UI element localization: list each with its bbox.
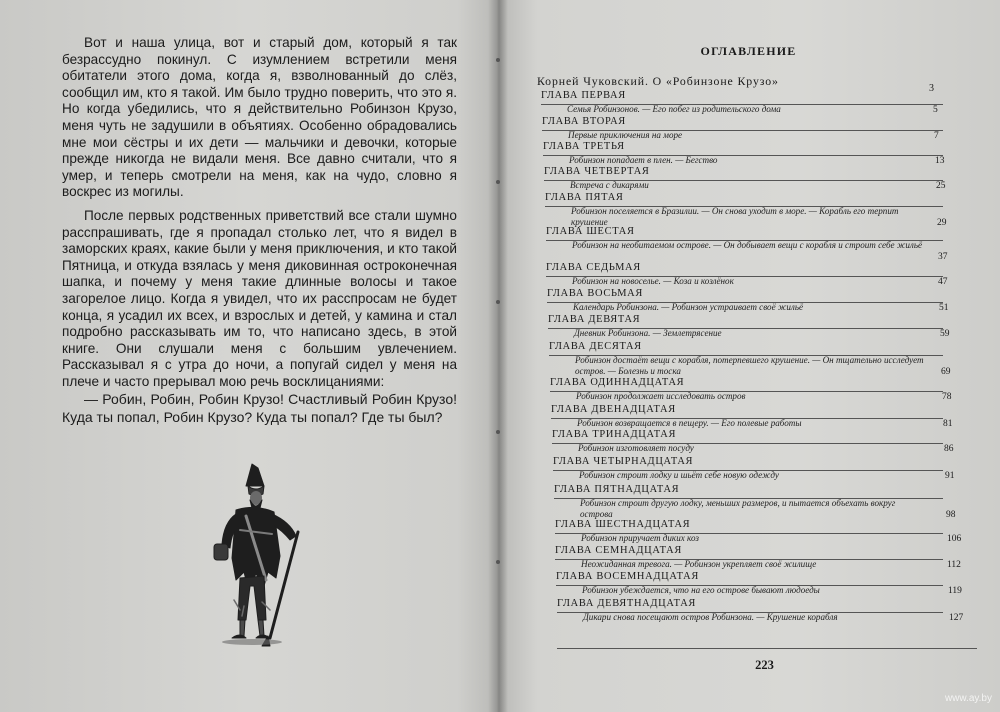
toc-entry	[497, 484, 1000, 520]
toc-page-number: 91	[945, 471, 955, 481]
bottom-rule	[557, 648, 977, 649]
toc-page-number: 7	[934, 131, 939, 141]
toc-chapter-title: ГЛАВА ПЕРВАЯ	[541, 90, 626, 101]
toc-page-number: 98	[946, 510, 956, 520]
toc-page-number: 25	[936, 181, 946, 191]
toc-page-number: 78	[942, 392, 952, 402]
toc-chapter-summary: Первые приключения на море	[568, 130, 683, 140]
toc-chapter-title: ГЛАВА ВОСЕМНАДЦАТАЯ	[556, 571, 699, 582]
left-page	[0, 0, 497, 712]
toc-page-number: 47	[938, 277, 948, 287]
right-page	[497, 0, 1000, 712]
binding-stitch	[496, 560, 500, 564]
toc-page-number: 59	[940, 329, 950, 339]
toc-chapter-summary: Робинзон убеждается, что на его острове бывают людоеды	[582, 585, 820, 595]
toc-chapter-summary: Дикари снова посещают остров Робинзона. — Крушение корабля	[583, 612, 838, 622]
toc-entry	[497, 226, 1000, 262]
page-number: 223	[755, 658, 774, 672]
toc-entry	[497, 314, 1000, 342]
toc-chapter-title: ГЛАВА ЧЕТВЕРТАЯ	[544, 166, 650, 177]
toc-page-number: 127	[949, 613, 964, 623]
toc-chapter-summary: Робинзон на новоселье. — Коза и козлёнок	[572, 276, 734, 286]
paragraph: После первых родственных приветствий все стали шумно расспрашивать, где я пропадал столько лет, что я видел в заморских краях, какие были у меня приключения, и кто такой Пятница, и откуда взялась у меня диковинная остроконечная шапка, и почему у меня такие длинные волосы и такое загорелое лицо. Когда я увидел, что их расспросам не будет конца, я усадил их всех, и взрослых и детей, у камина и стал подробно рассказывать им то, что написано здесь, в этой книге. Они слушали меня с большим увлечением. Рассказывал я с утра до ночи, а попугай сидел у меня на плече и часто прерывал мою речь восклицаниями:	[62, 207, 457, 389]
toc-chapter-title: ГЛАВА ШЕСТНАДЦАТАЯ	[555, 519, 691, 530]
binding-stitch	[496, 300, 500, 304]
toc-chapter-title: ГЛАВА ПЯТАЯ	[545, 192, 624, 203]
toc-entry	[497, 571, 1000, 599]
watermark: www.ay.by	[944, 693, 992, 704]
toc-author-page: 3	[929, 83, 934, 94]
toc-chapter-summary: Робинзон строит лодку и шьёт себе новую одежду	[579, 470, 779, 480]
toc-entry	[497, 141, 1000, 169]
toc-chapter-summary: Семья Робинзонов. — Его побег из родительского дома	[567, 104, 781, 114]
toc-chapter-summary: Неожиданная тревога. — Робинзон укрепляет своё жилище	[581, 559, 817, 569]
toc-entry	[497, 377, 1000, 405]
toc-page-number: 106	[947, 534, 962, 544]
toc-page-number: 37	[938, 252, 948, 262]
toc-entry	[497, 166, 1000, 194]
toc-entry	[497, 429, 1000, 457]
toc-chapter-summary: Робинзон попадает в плен. — Бегство	[569, 155, 718, 165]
toc-entry	[497, 262, 1000, 290]
toc-chapter-title: ГЛАВА ЧЕТЫРНАДЦАТАЯ	[553, 456, 694, 467]
toc-chapter-summary: Робинзон продолжает исследовать остров	[576, 391, 746, 401]
toc-chapter-title: ГЛАВА ДЕСЯТАЯ	[549, 341, 642, 352]
binding-stitch	[496, 430, 500, 434]
toc-page-number: 69	[941, 367, 951, 377]
toc-entry	[497, 598, 1000, 626]
toc-page-number: 29	[937, 218, 947, 228]
toc-chapter-title: ГЛАВА ДЕВЯТНАДЦАТАЯ	[557, 598, 697, 609]
toc-entry	[497, 116, 1000, 144]
toc-chapter-summary: Робинзон поселяется в Бразилии. — Он снова уходит в море. — Корабль его терпит крушение	[571, 206, 899, 227]
toc-chapter-title: ГЛАВА СЕДЬМАЯ	[546, 262, 641, 273]
story-text	[62, 35, 457, 426]
toc-entry	[497, 519, 1000, 547]
toc-page-number: 51	[939, 303, 949, 313]
toc-chapter-summary: Дневник Робинзона. — Землетрясение	[574, 328, 722, 338]
toc-chapter-summary: Встреча с дикарями	[570, 180, 649, 190]
toc-entry	[497, 545, 1000, 573]
toc-chapter-title: ГЛАВА ПЯТНАДЦАТАЯ	[554, 484, 680, 495]
toc-chapter-title: ГЛАВА ТРИНАДЦАТАЯ	[552, 429, 677, 440]
toc-page-number: 13	[935, 156, 945, 166]
toc-page-number: 86	[944, 444, 954, 454]
toc-title: ОГЛАВЛЕНИЕ	[700, 44, 797, 58]
toc-chapter-summary: Робинзон достаёт вещи с корабля, потерпевшего крушение. — Он тщательно исследует остров. — Болезнь и тоска	[575, 355, 924, 376]
binding-stitch	[496, 58, 500, 62]
toc-page-number: 119	[948, 586, 962, 596]
toc-chapter-summary: Календарь Робинзона. — Робинзон устраивает своё жильё	[573, 302, 804, 312]
book-gutter	[488, 0, 508, 712]
toc-entry	[497, 90, 1000, 118]
toc-page-number: 81	[943, 419, 953, 429]
toc-chapter-title: ГЛАВА СЕМНАДЦАТАЯ	[555, 545, 683, 556]
toc-entry	[497, 456, 1000, 484]
toc-entry	[497, 404, 1000, 432]
toc-chapter-title: ГЛАВА ДЕВЯТАЯ	[548, 314, 641, 325]
toc-page-number: 112	[947, 560, 961, 570]
toc-chapter-title: ГЛАВА ДВЕНАДЦАТАЯ	[551, 404, 676, 415]
toc-page-number: 5	[933, 105, 938, 115]
toc-chapter-summary: Робинзон изготовляет посуду	[578, 443, 694, 453]
paragraph: Вот и наша улица, вот и старый дом, который я так безрассудно покинул. С изумлением встретили меня обитатели этого дома, когда я, взволнованный до слёз, сообщил им, кто я такой. Им было трудно поверить, что это я. Но когда убедились, что я действительно Робинзон Крузо, меня чуть не задушили в объятиях. Особенно обрадовались мне мои сёстры и их дети — мальчики и девочки, которые прежде никогда не видали меня. Все давно считали, что я умер, и теперь смотрели на меня, как на чудо, словно я воскрес из могилы.	[62, 35, 457, 200]
toc-entry	[497, 192, 1000, 228]
toc-entry	[497, 288, 1000, 316]
toc-list	[497, 0, 1000, 712]
parrot-exclamation: — Робин, Робин, Робин Крузо! Счастливый Робин Крузо! Куда ты попал, Робин Крузо? Куда ты попал? Где ты был?	[62, 391, 457, 426]
toc-chapter-title: ГЛАВА ВТОРАЯ	[542, 116, 626, 127]
toc-entry	[497, 341, 1000, 377]
toc-chapter-title: ГЛАВА ШЕСТАЯ	[546, 226, 635, 237]
binding-stitch	[496, 180, 500, 184]
toc-chapter-summary: Робинзон на необитаемом острове. — Он добывает вещи с корабля и строит себе жильё	[572, 240, 923, 250]
toc-chapter-summary: Робинзон строит другую лодку, меньших размеров, и пытается объехать вокруг острова	[580, 498, 896, 519]
toc-author-entry: Корней Чуковский. О «Робинзоне Крузо»	[537, 74, 779, 88]
toc-chapter-summary: Робинзон приручает диких коз	[581, 533, 699, 543]
toc-chapter-title: ГЛАВА ТРЕТЬЯ	[543, 141, 625, 152]
toc-chapter-summary: Робинзон возвращается в пещеру. — Его полевые работы	[577, 418, 802, 428]
robinson-crusoe-illustration	[200, 460, 315, 650]
toc-chapter-title: ГЛАВА ВОСЬМАЯ	[547, 288, 643, 299]
toc-chapter-title: ГЛАВА ОДИННАДЦАТАЯ	[550, 377, 685, 388]
